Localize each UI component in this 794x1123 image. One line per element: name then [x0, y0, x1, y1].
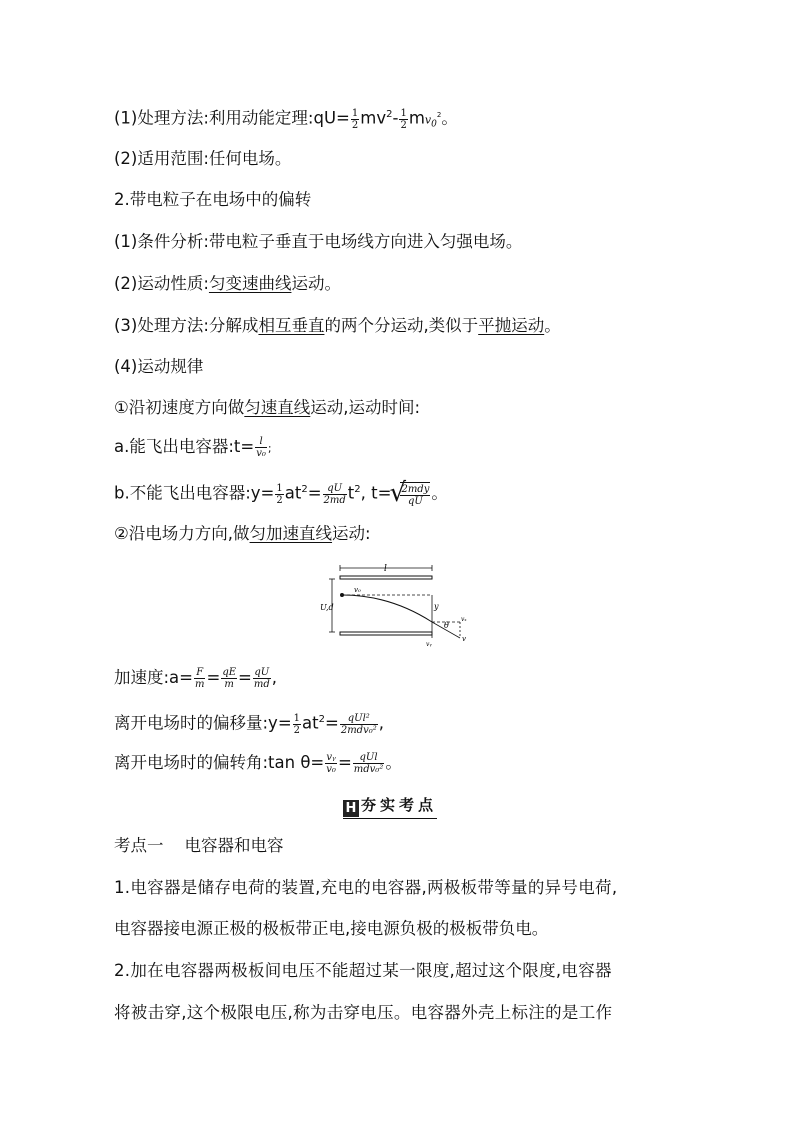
initial-direction-line: [114, 397, 420, 419]
text-segment: (1)处理方法:利用动能定理:qU=: [114, 108, 350, 128]
fraction: [293, 713, 301, 736]
fraction: [253, 667, 271, 690]
numerator: 1: [276, 482, 283, 494]
text-segment: at: [302, 713, 319, 733]
text-segment: ①沿初速度方向做: [114, 398, 245, 417]
paragraph-line: 将被击穿,这个极限电压,称为击穿电压。电容器外壳上标注的是工作: [114, 1003, 613, 1022]
section-title: 夯实考点: [361, 796, 438, 814]
fraction: [400, 482, 430, 507]
numerator: 1: [293, 712, 301, 724]
motion-law-title: (4)运动规律: [114, 357, 204, 376]
fraction: [194, 667, 205, 690]
text-segment: 运动,运动时间:: [310, 398, 421, 417]
text-segment: =: [307, 483, 322, 503]
exponent: 2: [436, 111, 442, 119]
fraction: [353, 752, 385, 775]
exponent: 2: [318, 714, 325, 725]
time-no-exit-line: [114, 479, 448, 507]
denominator: 2md: [323, 494, 346, 506]
method-line: [114, 315, 561, 337]
denominator: 2: [400, 119, 407, 131]
underlined-answer: 匀加速直线: [249, 524, 333, 543]
subsection-title: 2.带电粒子在电场中的偏转: [114, 190, 312, 209]
fraction: [340, 713, 378, 736]
text-segment: (2)运动性质:: [114, 274, 209, 293]
fraction: [325, 752, 337, 775]
paragraph-line: 1.电容器是储存电荷的装置,充电的电容器,两极板带等量的异号电荷,: [114, 878, 618, 897]
text-segment: 的两个分运动,类似于: [324, 316, 479, 335]
numerator: qE: [222, 667, 237, 678]
underlined-answer: 平抛运动: [478, 316, 545, 335]
text-segment: 。: [544, 316, 561, 335]
denominator: 2: [276, 494, 283, 506]
text-segment: =: [337, 753, 352, 772]
text-segment: 运动。: [291, 274, 341, 293]
fraction: [275, 483, 283, 506]
numerator: qUl²: [340, 713, 378, 725]
label-y: y: [434, 602, 439, 611]
denominator: md: [253, 679, 270, 690]
fraction: [221, 667, 237, 690]
denominator: mdv₀²: [353, 764, 384, 775]
section-heading: [343, 794, 437, 819]
fraction: [351, 108, 359, 131]
top-plate: [340, 576, 432, 579]
text-segment: at: [284, 483, 302, 503]
text-segment: mv: [360, 108, 387, 128]
motion-nature-line: [114, 273, 341, 295]
field-direction-line: [114, 523, 371, 545]
exponent: 2: [386, 109, 393, 120]
numerator: √ 2mdy: [401, 483, 430, 495]
text-segment: 。: [385, 753, 402, 772]
condition-line: (1)条件分析:带电粒子垂直于电场线方向进入匀强电场。: [114, 232, 523, 251]
section-badge: H: [343, 800, 359, 817]
text-segment: 。: [431, 483, 448, 503]
denominator: qU: [407, 495, 423, 507]
fraction: [255, 436, 267, 459]
text-segment: =: [325, 713, 339, 733]
denominator: 2: [351, 119, 359, 131]
numerator: vᵧ: [326, 752, 336, 763]
denominator: v₀: [256, 448, 266, 459]
denominator: m: [224, 679, 234, 690]
label-ud: U,d: [320, 603, 334, 612]
deflection-diagram: [320, 564, 480, 650]
exponent: 2: [354, 484, 361, 495]
offset-line: [114, 709, 384, 736]
denominator: m: [195, 679, 205, 690]
text-segment: a.能飞出电容器:t=: [114, 437, 255, 456]
acceleration-line: 加速度:a= $\frac{F}{m}$ = $\frac{qE}{m}$ = $\frac{qU}{md}$ ,: [114, 667, 277, 690]
underlined-answer: 匀变速曲线: [208, 274, 292, 293]
text-segment: 离开电场时的偏移量:y=: [114, 713, 292, 733]
text-segment: t: [347, 483, 355, 503]
time-exit-line: [114, 436, 272, 460]
velocity-symbol: v: [424, 113, 432, 127]
label-theta: θ: [444, 621, 449, 630]
label-vx: vₓ: [461, 616, 467, 623]
numerator: qUl: [353, 752, 385, 764]
denominator: 2: [293, 724, 301, 736]
denominator: 2mdv₀²: [340, 724, 377, 736]
text-segment: b.不能飞出电容器:y=: [114, 483, 275, 503]
angle-line: [114, 752, 402, 775]
label-v: v: [462, 635, 466, 643]
numerator: l: [255, 436, 267, 448]
paragraph-line: 2.加在电容器两极板间电压不能超过某一限度,超过这个限度,电容器: [114, 961, 612, 980]
text-segment: (3)处理方法:分解成: [114, 316, 259, 335]
text-segment: 运动:: [332, 524, 371, 543]
text-segment: -: [392, 108, 399, 128]
underlined-answer: 匀速直线: [244, 398, 311, 417]
text-segment: m: [408, 108, 425, 128]
fraction: [399, 108, 407, 131]
subscript: 0: [431, 119, 437, 130]
label-v0: v₀: [354, 586, 361, 594]
numerator: 1: [351, 107, 359, 119]
numerator: F: [194, 667, 205, 679]
underlined-answer: 相互垂直: [258, 316, 325, 335]
scope-line: (2)适用范围:任何电场。: [114, 149, 292, 168]
text-segment: , t=: [360, 483, 392, 503]
exponent: 2: [301, 484, 308, 495]
text-segment: ,: [271, 668, 277, 687]
trajectory-curve: [342, 595, 432, 622]
denominator: v₀: [326, 764, 336, 775]
fraction: [323, 483, 347, 506]
label-l: l: [384, 564, 387, 574]
numerator: 1: [400, 107, 407, 119]
kinetic-energy-line: [114, 104, 458, 136]
numerator: qU: [323, 483, 347, 495]
paragraph-line: 电容器接电源正极的极板带正电,接电源负极的极板带负电。: [114, 919, 549, 938]
topic-title: 考点一 电容器和电容: [114, 836, 284, 855]
text-segment: ,: [378, 713, 384, 733]
square-root: [391, 482, 431, 507]
text-segment: 加速度:a=: [114, 668, 193, 687]
bottom-plate: [340, 632, 432, 635]
numerator: qU: [254, 667, 270, 678]
label-vy: vᵧ: [426, 641, 432, 648]
text-segment: ;: [267, 442, 272, 455]
text-segment: 。: [441, 108, 458, 128]
text-segment: 离开电场时的偏转角:tan θ=: [114, 753, 325, 772]
text-segment: ②沿电场力方向,做: [114, 524, 250, 543]
